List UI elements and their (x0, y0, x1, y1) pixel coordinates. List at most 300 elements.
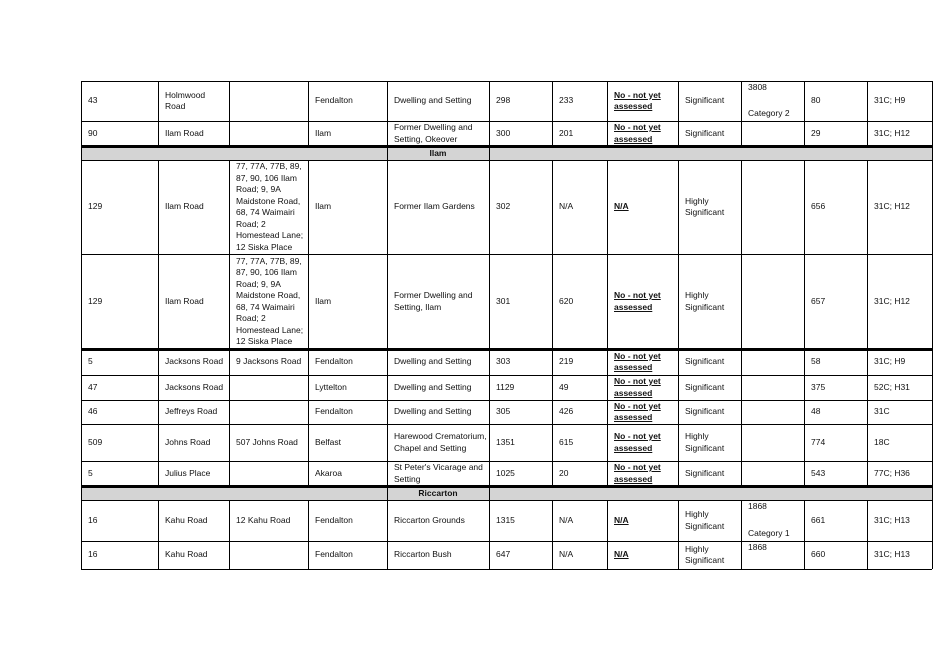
cell-c11 (874, 375, 930, 400)
cell-street (165, 349, 227, 375)
cell-c5 (496, 254, 550, 349)
cell-text: Riccarton Bush (394, 549, 452, 560)
cell-num (88, 400, 156, 424)
column-rule (229, 254, 230, 349)
cell-description (394, 349, 487, 375)
column-rule (308, 424, 309, 461)
cell-num (88, 541, 156, 569)
heritage-number: 1868 (748, 542, 767, 552)
cell-text: Fendalton (315, 514, 353, 525)
column-rule (607, 121, 608, 146)
cell-text: Fendalton (315, 549, 353, 560)
column-rule (387, 486, 388, 500)
column-rule (387, 500, 388, 541)
column-rule (867, 254, 868, 349)
cell-num (88, 349, 156, 375)
column-rule (158, 81, 159, 121)
cell-text: Former Dwelling and Setting, Okeover (394, 122, 473, 144)
heritage-category (748, 448, 802, 460)
cell-text: Riccarton Grounds (394, 514, 465, 525)
cell-street (165, 160, 227, 254)
cell-suburb (315, 375, 385, 400)
cell-text: 1315 (496, 514, 515, 525)
cell-description (394, 375, 487, 400)
heritage-number (748, 161, 802, 173)
cell-text: No - not yet assessed (614, 122, 661, 144)
column-rule (678, 500, 679, 541)
column-rule (552, 400, 553, 424)
column-rule (932, 121, 933, 146)
column-rule (552, 254, 553, 349)
column-rule (308, 254, 309, 349)
cell-c5 (496, 375, 550, 400)
column-rule (607, 349, 608, 375)
cell-c5 (496, 349, 550, 375)
cell-text: 1351 (496, 436, 515, 447)
column-rule (932, 375, 933, 400)
cell-text: Highly Significant (685, 509, 725, 531)
column-rule (741, 160, 742, 254)
cell-text: 31C; H12 (874, 201, 910, 212)
cell-c10 (811, 160, 865, 254)
column-rule (607, 375, 608, 400)
cell-significance (685, 375, 739, 400)
column-rule (158, 424, 159, 461)
cell-text: 52C; H31 (874, 381, 910, 392)
section-label: Riccarton (418, 488, 458, 498)
cell-text: 509 (88, 436, 103, 447)
cell-status (614, 349, 676, 375)
cell-text: N/A (614, 549, 629, 560)
cell-street (165, 375, 227, 400)
column-rule (804, 400, 805, 424)
column-rule (867, 461, 868, 486)
cell-status (614, 424, 676, 461)
cell-text: 1129 (496, 381, 515, 392)
cell-address (236, 349, 306, 375)
cell-significance (685, 81, 739, 121)
cell-status (614, 375, 676, 400)
column-rule (932, 146, 933, 160)
cell-address (236, 121, 306, 146)
cell-text: Dwelling and Setting (394, 406, 472, 417)
column-rule (678, 400, 679, 424)
column-rule (552, 160, 553, 254)
heritage-category (748, 387, 802, 399)
column-rule (804, 424, 805, 461)
cell-address (236, 160, 306, 254)
column-rule (81, 400, 82, 424)
column-rule (741, 349, 742, 375)
cell-text: 48 (811, 406, 821, 417)
cell-suburb (315, 349, 385, 375)
cell-c6 (559, 541, 605, 569)
column-rule (804, 254, 805, 349)
cell-address (236, 424, 306, 461)
column-rule (678, 160, 679, 254)
cell-text: Akaroa (315, 467, 342, 478)
column-rule (932, 81, 933, 121)
cell-description (394, 160, 487, 254)
cell-street (165, 254, 227, 349)
cell-text: 375 (811, 381, 826, 392)
column-rule (489, 160, 490, 254)
cell-text: Ilam (315, 295, 332, 306)
cell-text: Johns Road (165, 436, 211, 447)
column-rule (867, 81, 868, 121)
column-rule (229, 500, 230, 541)
column-rule (741, 500, 742, 541)
column-rule (932, 254, 933, 349)
cell-num (88, 81, 156, 121)
section-band (81, 146, 932, 160)
column-rule (678, 121, 679, 146)
cell-c5 (496, 81, 550, 121)
cell-description (394, 500, 487, 541)
column-rule (387, 375, 388, 400)
cell-text: 300 (496, 127, 511, 138)
cell-c11 (874, 424, 930, 461)
cell-text: 233 (559, 95, 574, 106)
column-rule (229, 541, 230, 569)
column-rule (81, 486, 82, 500)
cell-text: 31C; H13 (874, 549, 910, 560)
column-rule (489, 375, 490, 400)
cell-text: 774 (811, 436, 826, 447)
column-rule (308, 375, 309, 400)
column-rule (867, 349, 868, 375)
cell-text: 77, 77A, 77B, 89, 87, 90, 106 Ilam Road; 9, 9A Maidstone Road, 68, 74 Waimairi Road; 2 Homestead Lane; 12 Siska Place (236, 255, 304, 346)
cell-c6 (559, 254, 605, 349)
cell-suburb (315, 500, 385, 541)
cell-c10 (811, 349, 865, 375)
column-rule (932, 486, 933, 500)
cell-text: 20 (559, 467, 569, 478)
cell-c11 (874, 541, 930, 569)
column-rule (229, 424, 230, 461)
column-rule (607, 254, 608, 349)
column-rule (607, 424, 608, 461)
cell-text: Julius Place (165, 467, 211, 478)
cell-suburb (315, 461, 385, 486)
cell-address (236, 254, 306, 349)
cell-text: 543 (811, 467, 826, 478)
cell-text: 660 (811, 549, 826, 560)
cell-c11 (874, 160, 930, 254)
column-rule (741, 254, 742, 349)
cell-text: No - not yet assessed (614, 462, 661, 484)
column-rule (932, 349, 933, 375)
cell-significance (685, 400, 739, 424)
cell-status (614, 160, 676, 254)
cell-text: St Peter's Vicarage and Setting (394, 462, 483, 484)
cell-text: Highly Significant (685, 431, 725, 453)
cell-text: N/A (614, 201, 629, 212)
column-rule (387, 424, 388, 461)
cell-text: Belfast (315, 436, 341, 447)
cell-text: 129 (88, 295, 103, 306)
cell-text: Highly Significant (685, 543, 725, 565)
section-label: Ilam (429, 148, 447, 158)
cell-suburb (315, 160, 385, 254)
column-rule (81, 146, 82, 160)
column-rule (81, 500, 82, 541)
cell-text: 1025 (496, 467, 515, 478)
cell-status (614, 500, 676, 541)
cell-status (614, 121, 676, 146)
cell-text: 301 (496, 295, 511, 306)
column-rule (81, 254, 82, 349)
cell-text: 31C; H13 (874, 514, 910, 525)
column-rule (932, 160, 933, 254)
column-rule (81, 160, 82, 254)
cell-text: 29 (811, 127, 821, 138)
cell-text: Fendalton (315, 95, 353, 106)
cell-text: 12 Kahu Road (236, 514, 291, 525)
column-rule (489, 500, 490, 541)
column-rule (867, 375, 868, 400)
cell-c6 (559, 349, 605, 375)
cell-c5 (496, 424, 550, 461)
cell-c11 (874, 349, 930, 375)
cell-status (614, 461, 676, 486)
cell-text: Significant (685, 356, 725, 367)
column-rule (867, 424, 868, 461)
heritage-category (748, 556, 802, 568)
section-band (81, 486, 932, 500)
cell-text: Holmwood Road (165, 89, 206, 111)
cell-text: Dwelling and Setting (394, 95, 472, 106)
cell-c5 (496, 400, 550, 424)
cell-text: Ilam (315, 201, 332, 212)
cell-num (88, 121, 156, 146)
heritage-number: 1868 (748, 501, 767, 511)
column-rule (387, 461, 388, 486)
column-rule (81, 461, 82, 486)
cell-text: 302 (496, 201, 511, 212)
cell-text: 77C; H36 (874, 467, 910, 478)
cell-c6 (559, 400, 605, 424)
column-rule (308, 461, 309, 486)
cell-address (236, 500, 306, 541)
column-rule (804, 349, 805, 375)
column-rule (81, 121, 82, 146)
column-rule (158, 400, 159, 424)
cell-description (394, 461, 487, 486)
cell-num (88, 254, 156, 349)
cell-c6 (559, 121, 605, 146)
column-rule (387, 349, 388, 375)
cell-text: Former Dwelling and Setting, Ilam (394, 290, 473, 312)
cell-text: 31C; H9 (874, 95, 906, 106)
heritage-category (748, 241, 802, 253)
cell-text: Significant (685, 381, 725, 392)
cell-text: Ilam Road (165, 127, 204, 138)
cell-address (236, 541, 306, 569)
cell-c5 (496, 541, 550, 569)
column-rule (804, 81, 805, 121)
cell-c11 (874, 121, 930, 146)
cell-text: 661 (811, 514, 826, 525)
cell-c6 (559, 375, 605, 400)
cell-significance (685, 349, 739, 375)
cell-text: Highly Significant (685, 195, 725, 217)
cell-text: Significant (685, 127, 725, 138)
cell-c5 (496, 160, 550, 254)
column-rule (867, 500, 868, 541)
cell-c6 (559, 160, 605, 254)
column-rule (81, 424, 82, 461)
cell-text: 219 (559, 356, 574, 367)
column-rule (552, 349, 553, 375)
column-rule (308, 160, 309, 254)
cell-street (165, 461, 227, 486)
cell-suburb (315, 541, 385, 569)
column-rule (158, 254, 159, 349)
column-rule (932, 500, 933, 541)
cell-significance (685, 424, 739, 461)
heritage-number (748, 350, 802, 362)
cell-c5 (496, 500, 550, 541)
column-rule (804, 500, 805, 541)
column-rule (932, 541, 933, 569)
cell-street (165, 121, 227, 146)
cell-text: 5 (88, 356, 93, 367)
column-rule (741, 375, 742, 400)
cell-c10 (811, 375, 865, 400)
row-rule (81, 569, 932, 570)
column-rule (741, 121, 742, 146)
column-rule (552, 81, 553, 121)
column-rule (741, 461, 742, 486)
cell-text: Ilam (315, 127, 332, 138)
cell-text: 5 (88, 467, 93, 478)
cell-significance (685, 254, 739, 349)
cell-c10 (811, 400, 865, 424)
column-rule (552, 461, 553, 486)
cell-text: N/A (559, 549, 574, 560)
column-rule (489, 424, 490, 461)
cell-text: 305 (496, 406, 511, 417)
column-rule (81, 541, 82, 569)
cell-text: Harewood Crematorium, Chapel and Setting (394, 431, 487, 453)
column-rule (932, 400, 933, 424)
cell-c11 (874, 254, 930, 349)
cell-address (236, 81, 306, 121)
cell-c11 (874, 81, 930, 121)
column-rule (158, 500, 159, 541)
cell-text: 16 (88, 549, 98, 560)
cell-c6 (559, 461, 605, 486)
column-rule (158, 121, 159, 146)
cell-text: 303 (496, 356, 511, 367)
cell-status (614, 541, 676, 569)
cell-text: 90 (88, 127, 98, 138)
cell-text: 129 (88, 201, 103, 212)
column-rule (81, 375, 82, 400)
cell-text: 507 Johns Road (236, 436, 298, 447)
column-rule (552, 375, 553, 400)
cell-c11 (874, 400, 930, 424)
cell-street (165, 424, 227, 461)
cell-text: N/A (559, 201, 574, 212)
cell-text: 201 (559, 127, 574, 138)
cell-text: Fendalton (315, 406, 353, 417)
cell-text: 31C; H12 (874, 127, 910, 138)
cell-text: Lyttelton (315, 381, 347, 392)
column-rule (229, 349, 230, 375)
column-rule (741, 81, 742, 121)
cell-c10 (811, 541, 865, 569)
cell-description (394, 424, 487, 461)
cell-text: Ilam Road (165, 201, 204, 212)
cell-c10 (811, 500, 865, 541)
column-rule (867, 400, 868, 424)
cell-text: Former Ilam Gardens (394, 201, 475, 212)
cell-num (88, 424, 156, 461)
cell-num (88, 375, 156, 400)
cell-significance (685, 500, 739, 541)
cell-text: 615 (559, 436, 574, 447)
cell-text: No - not yet assessed (614, 376, 661, 398)
cell-text: Jacksons Road (165, 381, 224, 392)
cell-text: No - not yet assessed (614, 89, 661, 111)
column-rule (867, 160, 868, 254)
column-rule (489, 486, 490, 500)
column-rule (308, 349, 309, 375)
cell-text: 77, 77A, 77B, 89, 87, 90, 106 Ilam Road; 9, 9A Maidstone Road, 68, 74 Waimairi Road; 2 Homestead Lane; 12 Siska Place (236, 161, 304, 252)
column-rule (387, 400, 388, 424)
column-rule (308, 541, 309, 569)
column-rule (158, 349, 159, 375)
cell-description (394, 254, 487, 349)
column-rule (607, 541, 608, 569)
cell-significance (685, 121, 739, 146)
cell-text: 298 (496, 95, 511, 106)
cell-c10 (811, 461, 865, 486)
heritage-category: Category 1 (748, 528, 790, 538)
cell-text: 49 (559, 381, 569, 392)
column-rule (489, 541, 490, 569)
column-rule (607, 81, 608, 121)
heritage-number (748, 255, 802, 267)
cell-significance (685, 541, 739, 569)
column-rule (741, 424, 742, 461)
column-rule (489, 81, 490, 121)
column-rule (678, 349, 679, 375)
cell-text: 620 (559, 295, 574, 306)
cell-description (394, 121, 487, 146)
column-rule (81, 81, 82, 121)
cell-suburb (315, 121, 385, 146)
cell-c6 (559, 424, 605, 461)
column-rule (229, 400, 230, 424)
column-rule (158, 461, 159, 486)
column-rule (489, 400, 490, 424)
cell-suburb (315, 400, 385, 424)
cell-text: Kahu Road (165, 549, 208, 560)
column-rule (804, 461, 805, 486)
cell-text: N/A (559, 514, 574, 525)
cell-description (394, 81, 487, 121)
column-rule (607, 160, 608, 254)
column-rule (932, 424, 933, 461)
column-rule (387, 121, 388, 146)
cell-text: Fendalton (315, 356, 353, 367)
cell-text: 656 (811, 201, 826, 212)
cell-suburb (315, 254, 385, 349)
cell-significance (685, 160, 739, 254)
